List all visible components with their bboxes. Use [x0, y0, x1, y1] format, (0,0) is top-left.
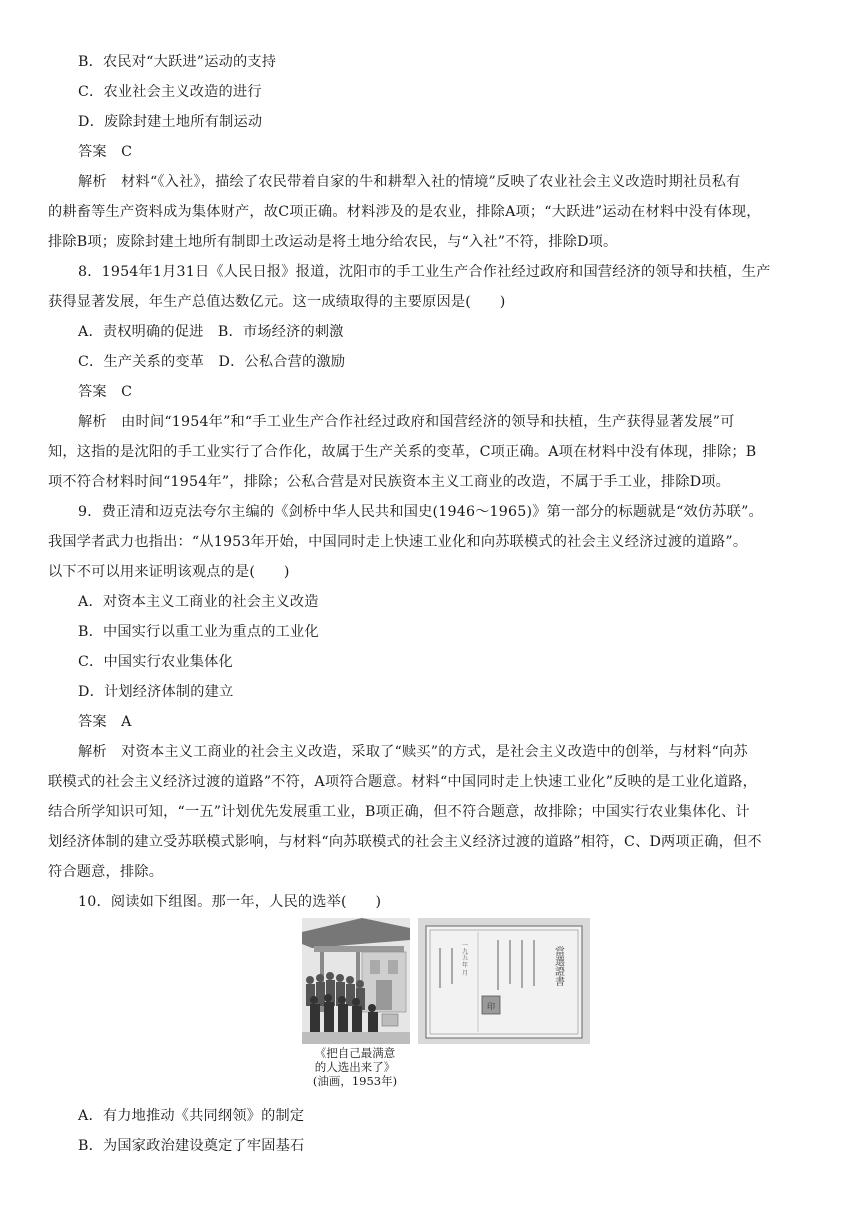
question-8-line1: 8．1954年1月31日《人民日报》报道，沈阳市的手工业生产合作社经过政府和国营经济的领导和扶植，生产	[78, 264, 771, 280]
answer-q9: 答案 A	[78, 714, 132, 730]
question-9-line3: 以下不可以用来证明该观点的是( )	[48, 564, 290, 580]
seal-text: 印	[487, 1002, 495, 1011]
question-10: 10．阅读如下组图。那一年，人民的选举( )	[78, 894, 382, 910]
caption-line3: (油画，1953年)	[312, 1074, 398, 1088]
option-d-q7: D．废除封建土地所有制运动	[78, 114, 263, 130]
answer-q7: 答案 C	[78, 144, 133, 160]
question-9-line1: 9．费正清和迈克法夸尔主编的《剑桥中华人民共和国史(1946～1965)》第一部分的标题就是“效仿苏联”。	[78, 504, 763, 520]
analysis-q9-line1: 解析 对资本主义工商业的社会主义改造，采取了“赎买”的方式，是社会主义改造中的创举，与材料“向苏	[78, 744, 748, 760]
analysis-q8-line2: 知，这指的是沈阳的手工业实行了合作化，故属于生产关系的变革，C项正确。A项在材料中没有体现，排除；B	[48, 444, 757, 460]
question-8-line2: 获得显著发展，年生产总值达数亿元。这一成绩取得的主要原因是( )	[48, 294, 506, 310]
option-d-q9: D．计划经济体制的建立	[78, 684, 234, 700]
option-b-q9: B．中国实行以重工业为重点的工业化	[78, 624, 319, 640]
option-b-q7: B．农民对“大跃进”运动的支持	[78, 54, 277, 70]
analysis-q7-line1: 解析 材料“《入社》，描绘了农民带着自家的牛和耕犁入社的情境”反映了农业社会主义改造时期社员私有	[78, 174, 741, 190]
oil-painting-image	[302, 918, 410, 1044]
analysis-q9-line2: 联模式的社会主义经济过渡的道路”不符，A项符合题意。材料“中国同时走上快速工业化”反映的是工业化道路，	[48, 774, 758, 790]
answer-q8: 答案 C	[78, 384, 133, 400]
analysis-q9-line5: 符合题意，排除。	[48, 864, 164, 880]
analysis-q7-line3: 排除B项；废除封建土地所有制即土改运动是将土地分给农民，与“入社”不符，排除D项。	[48, 234, 618, 250]
options-q8-ab: A．责权明确的促进 B．市场经济的刺激	[78, 324, 344, 340]
analysis-q8-line1: 解析 由时间“1954年”和“手工业生产合作社经过政府和国营经济的领导和扶植，生产获得显著发展”可	[78, 414, 735, 430]
option-a-q9: A．对资本主义工商业的社会主义改造	[78, 594, 319, 610]
option-c-q7: C．农业社会主义改造的进行	[78, 84, 262, 100]
certificate-date: 一九五 年 月	[460, 942, 468, 976]
analysis-q8-line3: 项不符合材料时间“1954年”，排除；公私合营是对民族资本主义工商业的改造，不属于手工业，排除D项。	[48, 474, 731, 490]
analysis-q9-line4: 划经济体制的建立受苏联模式影响，与材料“向苏联模式的社会主义经济过渡的道路”相符，C、D两项正确，但不	[48, 834, 762, 850]
question-9-line2: 我国学者武力也指出：“从1953年开始，中国同时走上快速工业化和向苏联模式的社会主义经济过渡的道路”。	[48, 534, 748, 550]
certificate-title: 當選證書	[552, 946, 564, 986]
analysis-q9-line3: 结合所学知识可知，“一五”计划优先发展重工业，B项正确，但不符合题意，故排除；中国实行农业集体化、计	[48, 804, 750, 820]
election-certificate-image	[418, 918, 590, 1044]
option-a-q10: A．有力地推动《共同纲领》的制定	[78, 1108, 305, 1124]
analysis-q7-line2: 的耕畜等生产资料成为集体财产，故C项正确。材料涉及的是农业，排除A项；“大跃进”运动在材料中没有体现，	[48, 204, 761, 220]
figure-caption	[300, 1046, 410, 1088]
option-b-q10: B．为国家政治建设奠定了牢固基石	[78, 1138, 305, 1154]
caption-line2: 的人选出来了》	[314, 1060, 396, 1074]
options-q8-cd: C．生产关系的变革 D．公私合营的激励	[78, 354, 346, 370]
option-c-q9: C．中国实行农业集体化	[78, 654, 233, 670]
caption-line1: 《把自己最满意	[314, 1046, 396, 1060]
